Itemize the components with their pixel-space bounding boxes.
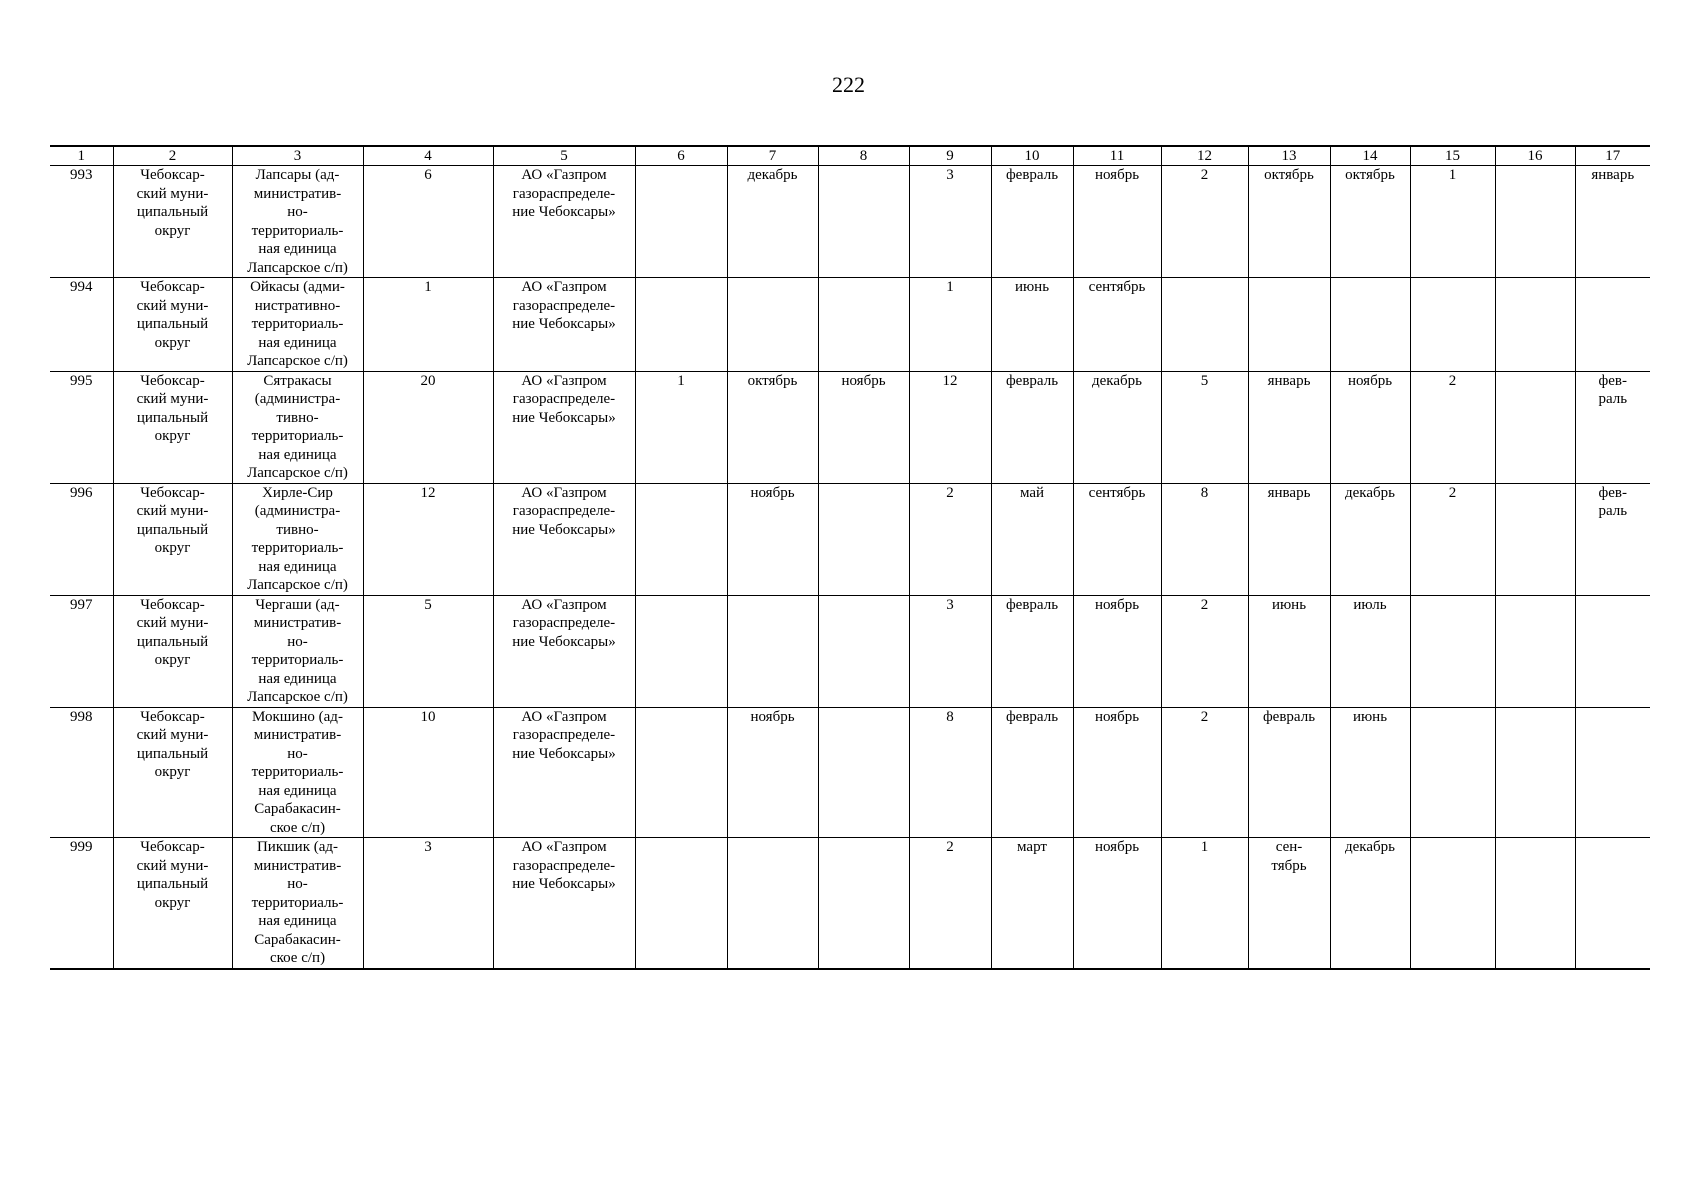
table-row (50, 483, 1650, 595)
table-cell: Мокшино (ад- министратив- но- территориаль- ная единица Сарабакасин- ское с/п) (232, 707, 363, 838)
table-cell: сентябрь (1073, 483, 1161, 595)
table-cell (1495, 166, 1575, 278)
table-cell (1248, 278, 1330, 372)
table-cell: февраль (991, 595, 1073, 707)
table-cell: февраль (991, 166, 1073, 278)
table-cell: 999 (50, 838, 113, 969)
table-cell: Чергаши (ад- министратив- но- территориаль- ная единица Лапсарское с/п) (232, 595, 363, 707)
table-cell: январь (1248, 483, 1330, 595)
table-cell (1495, 595, 1575, 707)
table-cell: Пикшик (ад- министратив- но- территориаль- ная единица Сарабакасин- ское с/п) (232, 838, 363, 969)
table-cell: 3 (909, 166, 991, 278)
table-cell: февраль (991, 707, 1073, 838)
table-cell (1495, 278, 1575, 372)
table-cell: Чебоксар- ский муни- ципальный округ (113, 838, 232, 969)
table-cell: 2 (1410, 371, 1495, 483)
table-cell (727, 838, 818, 969)
table-row (50, 707, 1650, 838)
table-cell: 1 (1161, 838, 1248, 969)
table-cell (1495, 838, 1575, 969)
table-cell: ноябрь (1073, 707, 1161, 838)
table-row (50, 595, 1650, 707)
column-number-cell: 14 (1330, 146, 1410, 166)
column-number-cell: 7 (727, 146, 818, 166)
table-cell: октябрь (727, 371, 818, 483)
page-number: 222 (832, 72, 865, 97)
table-cell: ноябрь (727, 483, 818, 595)
table-cell (1575, 595, 1650, 707)
table-cell: декабрь (1073, 371, 1161, 483)
table-cell: 2 (1410, 483, 1495, 595)
table-cell: январь (1248, 371, 1330, 483)
table-cell: сентябрь (1073, 278, 1161, 372)
table-cell: ноябрь (727, 707, 818, 838)
table-cell: март (991, 838, 1073, 969)
table-cell: АО «Газпром газораспределе- ние Чебоксары» (493, 278, 635, 372)
table-cell: 5 (363, 595, 493, 707)
table-cell: 20 (363, 371, 493, 483)
table-cell: октябрь (1248, 166, 1330, 278)
table-cell: 1 (909, 278, 991, 372)
column-number-cell: 1 (50, 146, 113, 166)
table-cell: июнь (991, 278, 1073, 372)
table-cell: фев- раль (1575, 371, 1650, 483)
table-cell: ноябрь (1073, 595, 1161, 707)
table-cell: 996 (50, 483, 113, 595)
table-cell (1161, 278, 1248, 372)
column-number-cell: 13 (1248, 146, 1330, 166)
table-cell (635, 707, 727, 838)
table-cell: июнь (1248, 595, 1330, 707)
table-cell: 12 (363, 483, 493, 595)
table-cell (727, 595, 818, 707)
column-number-cell: 8 (818, 146, 909, 166)
column-number-cell: 15 (1410, 146, 1495, 166)
column-number-cell: 9 (909, 146, 991, 166)
column-number-cell: 11 (1073, 146, 1161, 166)
table-cell: февраль (991, 371, 1073, 483)
table-cell: Ойкасы (адми- нистративно- территориаль- ная единица Лапсарское с/п) (232, 278, 363, 372)
table-cell: декабрь (1330, 483, 1410, 595)
column-number-cell: 3 (232, 146, 363, 166)
table-cell: Чебоксар- ский муни- ципальный округ (113, 483, 232, 595)
table-cell: 12 (909, 371, 991, 483)
table-cell: ноябрь (818, 371, 909, 483)
table-cell: 2 (909, 838, 991, 969)
table-cell: АО «Газпром газораспределе- ние Чебоксары» (493, 166, 635, 278)
table-cell: ноябрь (1330, 371, 1410, 483)
table-cell: 6 (363, 166, 493, 278)
table-cell: Чебоксар- ский муни- ципальный округ (113, 707, 232, 838)
table-cell (1410, 595, 1495, 707)
table-cell: Чебоксар- ский муни- ципальный округ (113, 166, 232, 278)
table-row (50, 278, 1650, 372)
table-cell: Чебоксар- ский муни- ципальный округ (113, 595, 232, 707)
table-row (50, 371, 1650, 483)
table-cell (635, 278, 727, 372)
table-cell (1495, 371, 1575, 483)
table-cell: 8 (909, 707, 991, 838)
table-cell (635, 166, 727, 278)
table-cell (1495, 483, 1575, 595)
table-cell: фев- раль (1575, 483, 1650, 595)
column-number-cell: 12 (1161, 146, 1248, 166)
table-cell (818, 166, 909, 278)
column-number-cell: 6 (635, 146, 727, 166)
column-number-cell: 4 (363, 146, 493, 166)
table-cell: июль (1330, 595, 1410, 707)
table-cell: февраль (1248, 707, 1330, 838)
table-cell: 997 (50, 595, 113, 707)
table-cell: АО «Газпром газораспределе- ние Чебоксары» (493, 595, 635, 707)
column-number-cell: 2 (113, 146, 232, 166)
table-cell (1410, 838, 1495, 969)
table-cell: Чебоксар- ский муни- ципальный округ (113, 371, 232, 483)
table-cell: сен- тябрь (1248, 838, 1330, 969)
table-cell: 1 (635, 371, 727, 483)
table-cell: 3 (909, 595, 991, 707)
table-cell (1575, 838, 1650, 969)
column-number-cell: 16 (1495, 146, 1575, 166)
table-cell: АО «Газпром газораспределе- ние Чебоксары» (493, 371, 635, 483)
table-cell (635, 595, 727, 707)
table-cell: декабрь (727, 166, 818, 278)
column-number-cell: 5 (493, 146, 635, 166)
table-cell (818, 278, 909, 372)
table-cell: 2 (1161, 595, 1248, 707)
table-row (50, 838, 1650, 969)
table-cell: 3 (363, 838, 493, 969)
table-cell: АО «Газпром газораспределе- ние Чебоксары» (493, 838, 635, 969)
table-cell: январь (1575, 166, 1650, 278)
table-cell: 1 (363, 278, 493, 372)
table-cell: 1 (1410, 166, 1495, 278)
table-cell (1410, 278, 1495, 372)
table-cell: 2 (909, 483, 991, 595)
header-row (50, 146, 1650, 166)
table-cell: ноябрь (1073, 838, 1161, 969)
table-cell (635, 483, 727, 595)
table-cell: май (991, 483, 1073, 595)
schedule-table (50, 145, 1650, 970)
table-cell (1495, 707, 1575, 838)
table-row (50, 166, 1650, 278)
table-cell: 5 (1161, 371, 1248, 483)
table-cell: 993 (50, 166, 113, 278)
table-cell: октябрь (1330, 166, 1410, 278)
table-cell: ноябрь (1073, 166, 1161, 278)
column-number-cell: 10 (991, 146, 1073, 166)
table-cell (818, 707, 909, 838)
table-cell: декабрь (1330, 838, 1410, 969)
table-cell: 8 (1161, 483, 1248, 595)
table-cell (727, 278, 818, 372)
table-cell: АО «Газпром газораспределе- ние Чебоксары» (493, 483, 635, 595)
table-cell: Сятракасы (администра- тивно- территориаль- ная единица Лапсарское с/п) (232, 371, 363, 483)
table-cell (1330, 278, 1410, 372)
table-cell: 2 (1161, 707, 1248, 838)
table-cell (1575, 707, 1650, 838)
table-cell: 998 (50, 707, 113, 838)
table-cell (1410, 707, 1495, 838)
table-cell: 10 (363, 707, 493, 838)
table-cell: Хирле-Сир (администра- тивно- территориаль- ная единица Лапсарское с/п) (232, 483, 363, 595)
table-cell (818, 483, 909, 595)
table-cell (1575, 278, 1650, 372)
table-cell: 2 (1161, 166, 1248, 278)
table-cell (818, 838, 909, 969)
table-cell: июнь (1330, 707, 1410, 838)
table-cell: 995 (50, 371, 113, 483)
table-cell (635, 838, 727, 969)
table-cell (818, 595, 909, 707)
column-number-cell: 17 (1575, 146, 1650, 166)
table-cell: Лапсары (ад- министратив- но- территориаль- ная единица Лапсарское с/п) (232, 166, 363, 278)
table-cell: АО «Газпром газораспределе- ние Чебоксары» (493, 707, 635, 838)
table-cell: 994 (50, 278, 113, 372)
table-cell: Чебоксар- ский муни- ципальный округ (113, 278, 232, 372)
